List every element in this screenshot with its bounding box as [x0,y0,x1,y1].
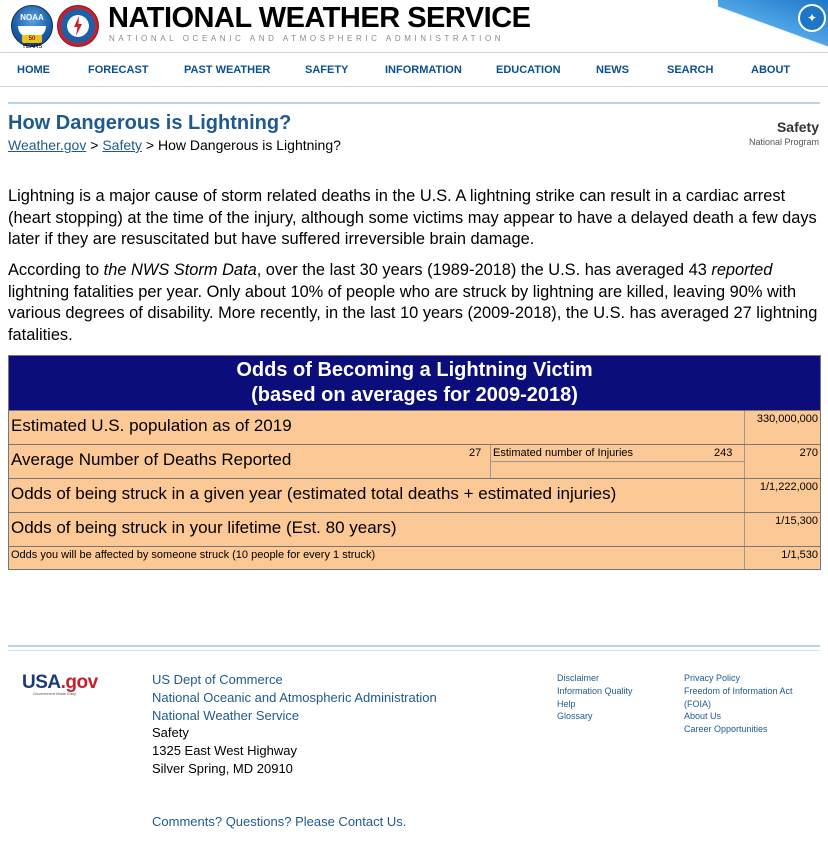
contact-us-link[interactable]: Comments? Questions? Please Contact Us. [152,814,407,829]
noaa-logo-years: 50 YEARS [22,36,43,50]
footer-divider [8,645,820,647]
total-value: 270 [799,447,818,459]
injuries-label: Estimated number of Injuries [493,447,634,459]
page-title: How Dangerous is Lightning? [8,112,292,134]
paragraph-text: lightning fatalities per year. Only about 10% of people who are struck by lightning are killed, leaving 90% with various degrees of disability. More recently, in the last 10 years (2009-2018), the U.S. has averaged 27 lightning fatalities. [8,282,818,344]
program-subtitle: National Program [748,137,819,147]
commerce-link[interactable]: US Dept of Commerce [152,672,283,687]
lifetime-odds-label: Odds of being struck in your lifetime (Est. 80 years) [11,518,397,537]
footer-divider [8,650,820,651]
affected-odds-label: Odds you will be affected by someone struck (10 people for every 1 struck) [11,549,376,561]
table-row-yearly-odds [9,478,820,512]
noaa-link[interactable]: National Oceanic and Atmospheric Administration [152,689,437,705]
breadcrumb [8,137,341,153]
breadcrumb-safety-link[interactable]: Safety [102,137,143,153]
main-nav [0,56,828,87]
usagov-text: USA [22,672,61,693]
nav-about[interactable]: ABOUT [751,64,791,76]
intro-paragraph: Lightning is a major cause of storm related deaths in the U.S. A lightning strike can result in a cardiac arrest (heart stopping) at the time of the injury, although some victims may appear to have a delayed death a few days later if they are resuscitated but have suffered irreversible brain damage. [8,187,817,248]
column-divider [744,513,745,546]
injuries-value: 243 [714,447,733,459]
breadcrumb-home-link[interactable]: Weather.gov [8,137,87,153]
breadcrumb-separator: > [90,137,99,153]
yearly-odds-label: Odds of being struck in a given year (estimated total deaths + estimated injuries) [11,484,617,503]
affected-odds-value: 1/1,530 [781,549,818,561]
divider [8,102,820,104]
site-title[interactable]: NATIONAL WEATHER SERVICE [108,2,531,34]
foia-link[interactable]: Freedom of Information Act [684,685,793,696]
lifetime-odds-value: 1/15,300 [775,515,818,527]
foia-link-suffix[interactable]: (FOIA) [684,698,711,709]
footer-links-col1 [557,672,633,723]
nav-past-weather[interactable]: PAST WEATHER [184,64,271,76]
table-title: Odds of Becoming a Lightning Victim [236,359,593,381]
nav-safety[interactable]: SAFETY [305,64,349,76]
help-link[interactable]: Help [557,698,576,709]
usagov-dot-text: .gov [60,672,98,693]
table-row-lifetime-odds [9,512,820,546]
nav-forecast[interactable]: FORECAST [88,64,149,76]
usagov-tagline: Government Made Easy [33,691,77,696]
career-opportunities-link[interactable]: Career Opportunities [684,724,768,735]
header-corner-graphic [718,0,828,52]
column-divider [744,547,745,569]
storm-data-emphasis: the NWS Storm Data [103,261,257,279]
table-row-deaths [9,444,820,478]
footer-address [152,671,437,778]
statistics-paragraph [8,260,823,346]
column-divider [744,445,745,478]
table-row-population [9,410,820,444]
cell-divider [490,461,744,462]
nav-information[interactable]: INFORMATION [385,64,462,76]
site-header [0,0,828,53]
about-us-link[interactable]: About Us [684,711,722,722]
paragraph-text: According to [8,261,104,279]
noaa-logo-icon[interactable] [11,5,53,50]
column-divider [744,479,745,512]
deaths-value: 27 [469,447,482,459]
noaa-logo-text: NOAA [20,13,44,22]
glossary-link[interactable]: Glossary [557,711,593,722]
information-quality-link[interactable]: Information Quality [557,685,633,696]
population-label: Estimated U.S. population as of 2019 [11,416,292,435]
table-row-affected-odds [9,546,820,569]
nav-education[interactable]: EDUCATION [496,64,561,76]
site-subtitle: NATIONAL OCEANIC AND ATMOSPHERIC ADMINISTRATION [109,34,505,43]
lightning-bolt-icon [73,16,83,36]
nws-link[interactable]: National Weather Service [152,707,300,723]
paragraph-text: , over the last 30 years (1989-2018) the U.S. has averaged 43 [256,261,712,279]
table-subtitle: (based on averages for 2009-2018) [251,384,578,406]
nav-search[interactable]: SEARCH [667,64,714,76]
street-address: 1325 East West Highway [152,743,297,759]
reported-emphasis: reported [711,261,773,279]
office-name: Safety [152,725,189,741]
odds-table-header [9,356,820,410]
yearly-odds-value: 1/1,222,000 [759,481,818,493]
commerce-seal-icon[interactable]: ✦ [798,4,826,32]
population-value: 330,000,000 [756,413,818,425]
nws-logo-icon[interactable] [57,5,99,47]
breadcrumb-current: How Dangerous is Lightning? [158,137,341,153]
footer-links-col2 [684,672,793,736]
odds-table [8,355,821,570]
city-address: Silver Spring, MD 20910 [152,760,293,776]
deaths-label: Average Number of Deaths Reported [11,450,292,469]
breadcrumb-separator: > [145,137,155,153]
column-divider [744,411,745,444]
nav-news[interactable]: NEWS [596,64,629,76]
nav-home[interactable]: HOME [17,64,50,76]
privacy-policy-link[interactable]: Privacy Policy [684,673,741,683]
program-title: Safety [776,119,819,135]
disclaimer-link[interactable]: Disclaimer [557,673,600,683]
